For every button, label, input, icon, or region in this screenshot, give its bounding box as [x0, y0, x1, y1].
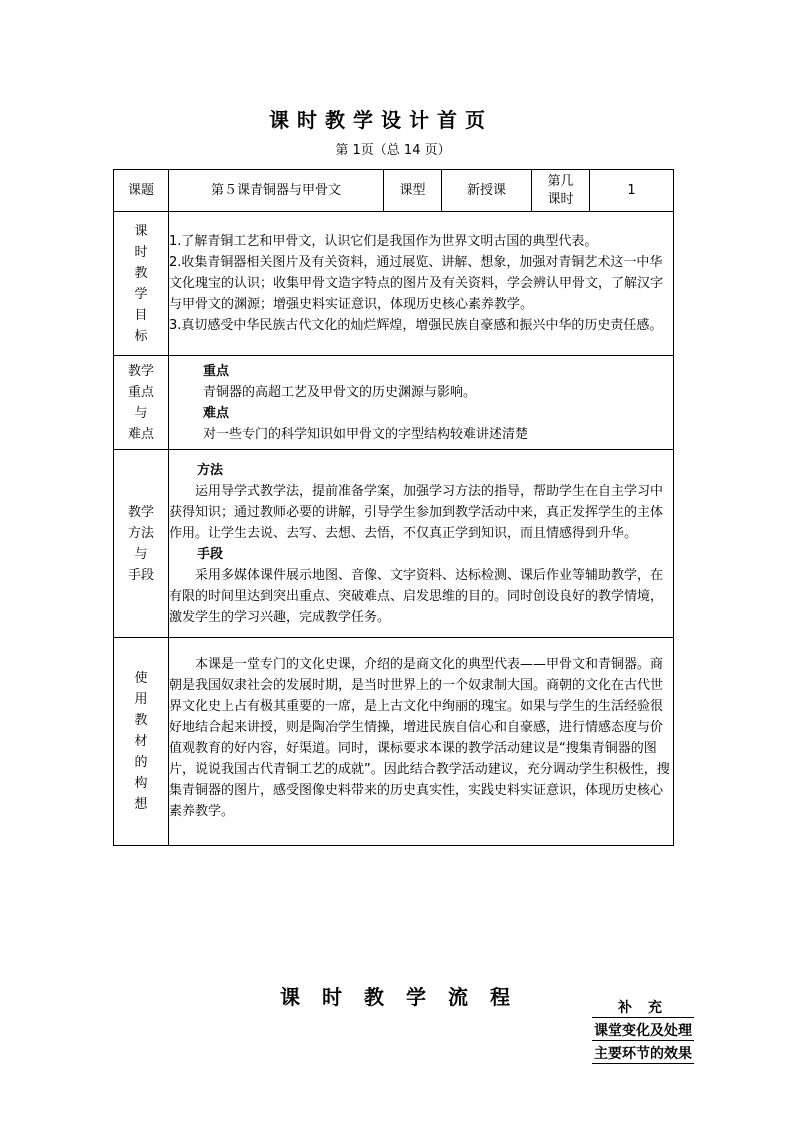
objective-item: 1.了解青铜工艺和甲骨文，认识它们是我国作为世界文明古国的典型代表。 [169, 234, 598, 249]
flow-title: 课时教学流程 [280, 985, 532, 1009]
objectives-label [114, 212, 169, 356]
header-row [114, 170, 674, 212]
method-title: 方法 [197, 462, 224, 478]
keypoints-row [114, 356, 674, 450]
type-label: 课型 [384, 170, 442, 212]
means-title: 手段 [197, 546, 224, 562]
type-value: 新授课 [442, 170, 532, 212]
keypoints-content [169, 356, 674, 450]
objective-item: 2.收集青铜器相关图片及有关资料，通过展览、讲解、想象，加强对青铜艺术这一中华文化瑰宝的认识；收集甲骨文造字特点的图片及有关资料，学会辨认甲骨文，了解汉字与甲骨文的渊源；增强史料实证意识，体现历史核心素养教学。 [169, 255, 664, 312]
page-title: 课时教学设计首页 [269, 108, 493, 132]
topic-value: 第５课青铜器与甲骨文 [169, 170, 384, 212]
methods-label-text: 教学 方法 与 手段 [127, 504, 154, 583]
difficult-title: 难点 [203, 405, 230, 421]
methods-content [169, 450, 674, 638]
lesson-design-table [113, 169, 674, 846]
topic-label: 课题 [114, 170, 169, 212]
conception-label [114, 638, 169, 846]
means-text: 采用多媒体课件展示地图、音像、文字资料、达标检测、课后作业等辅助教学，在有限的时间里达到突出重点、突破难点、启发思维的目的。同时创设良好的教学情境，激发学生的学习兴趣，完成教学任务。 [169, 567, 664, 625]
objectives-row [114, 212, 674, 356]
period-label-text: 第几 课时 [547, 173, 574, 207]
supplement-box [592, 997, 694, 1064]
supplement-line-2: 主要环节的效果 [594, 1046, 692, 1062]
supplement-line-1: 课堂变化及处理 [594, 1023, 692, 1039]
conception-text: 本课是一堂专门的文化史课，介绍的是商文化的典型代表——甲骨文和青铜器。商朝是我国奴隶社会的发展时期，是当时世界上的一个奴隶制大国。商朝的文化在古代世界文化史上占有极其重要的一席，是上古文化中绚丽的瑰宝。如果与学生的生活经验很好地结合起来讲授，则是陶冶学生情操，增进民族自信心和自豪感，进行情感态度与价值观教育的好内容，好渠道。同时，课标要求本课的教学活动建议是“搜集青铜器的图片，说说我国古代青铜工艺的成就”。因此结合教学活动建议，充分调动学生积极性，搜集青铜器的图片，感受图像史料带来的历史真实性，实践史料实证意识，体现历史核心素养教学。 [169, 657, 670, 819]
keypoints-label [114, 356, 169, 450]
objectives-content [169, 212, 674, 356]
methods-row [114, 450, 674, 638]
conception-row [114, 638, 674, 846]
conception-content [169, 638, 674, 846]
conception-label-text: 使 用 教 材 的 构 想 [134, 671, 148, 812]
methods-label [114, 450, 169, 638]
period-label [532, 170, 590, 212]
period-value: 1 [590, 170, 674, 212]
key-text: 青铜器的高超工艺及甲骨文的历史渊源与影响。 [203, 384, 477, 400]
keypoints-label-text: 教学 重点 与 难点 [127, 363, 154, 442]
difficult-text: 对一些专门的科学知识如甲骨文的字型结构较难讲述清楚 [203, 426, 529, 442]
method-text: 运用导学式教学法，提前准备学案，加强学习方法的指导，帮助学生在自主学习中获得知识；通过教师必要的讲解，引导学生参加到教学活动中来，真正发挥学生的主体作用。让学生去说、去写、去想、去悟，不仅真正学到知识，而且情感得到升华。 [169, 483, 664, 541]
objective-item: 3.真切感受中华民族古代文化的灿烂辉煌，增强民族自豪感和振兴中华的历史责任感。 [169, 318, 663, 333]
key-title: 重点 [203, 363, 230, 379]
page-info: 第 1页（总 14 页） [335, 143, 451, 158]
supplement-header: 补充 [592, 997, 694, 1018]
objectives-label-text: 课 时 教 学 目 标 [134, 223, 148, 344]
